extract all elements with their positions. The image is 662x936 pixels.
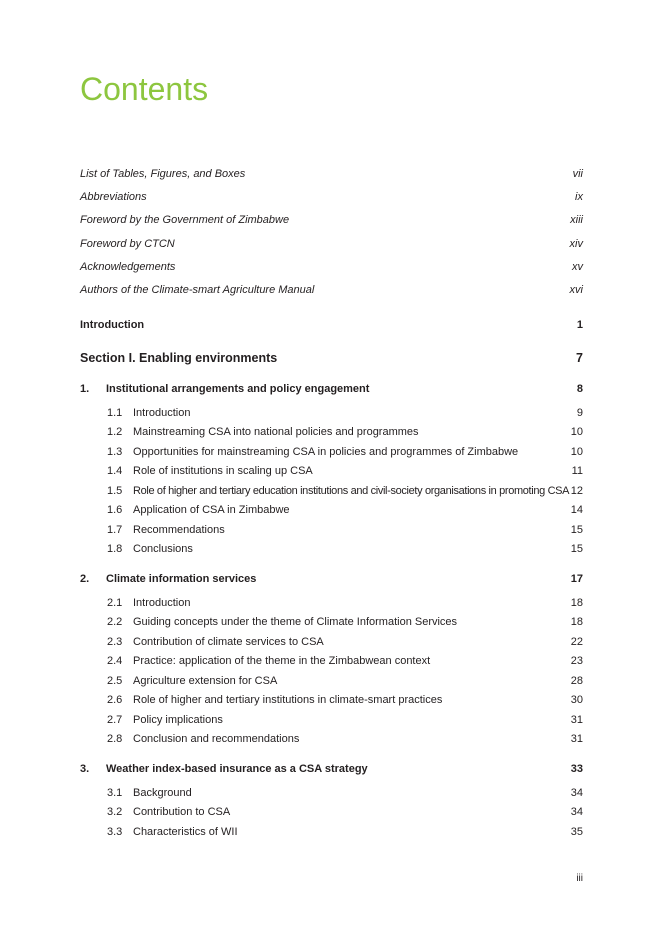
- toc-chapter-label: Weather index-based insurance as a CSA strategy: [106, 763, 368, 775]
- toc-subentry-3-2[interactable]: [80, 803, 583, 821]
- toc-entry-label: Foreword by the Government of Zimbabwe: [80, 214, 290, 226]
- toc-subentry-number: 2.8: [107, 733, 123, 745]
- toc-entry-introduction[interactable]: [80, 316, 583, 334]
- toc-subentry-number: 2.4: [107, 655, 123, 667]
- toc-subentry-page: 31: [570, 714, 583, 726]
- toc-subentry-1-1[interactable]: [80, 404, 583, 422]
- toc-entry-label: Introduction: [80, 319, 145, 331]
- toc-subentry-label: Conclusion and recommendations: [133, 733, 300, 745]
- toc-subentry-page: 35: [570, 826, 583, 838]
- toc-subentry-number: 1.4: [107, 465, 123, 477]
- toc-subentry-number: 3.2: [107, 806, 123, 818]
- toc-subentry-label: Practice: application of the theme in the Zimbabwean context: [133, 655, 431, 667]
- toc-subentry-3-3[interactable]: [80, 823, 583, 841]
- toc-subentry-number: 1.3: [107, 446, 123, 458]
- toc-entry-label: Acknowledgements: [80, 261, 176, 273]
- toc-entry-page: ix: [575, 191, 583, 203]
- toc-subentry-label: Role of higher and tertiary institutions in climate-smart practices: [133, 694, 443, 706]
- toc-entry-label: Abbreviations: [80, 191, 147, 203]
- toc-subentry-label: Role of higher and tertiary education institutions and civil-society organisations in promoting CSA: [133, 485, 570, 497]
- toc-chapter-3[interactable]: [80, 760, 583, 778]
- toc-subentry-page: 34: [570, 806, 583, 818]
- toc-subentry-2-3[interactable]: [80, 633, 583, 651]
- page-number: iii: [576, 873, 583, 884]
- toc-subentry-1-6[interactable]: [80, 501, 583, 519]
- toc-entry-authors[interactable]: [80, 281, 583, 299]
- toc-subentry-page: 10: [570, 426, 583, 438]
- toc-entry-abbreviations[interactable]: [80, 188, 583, 206]
- toc-subentry-label: Contribution of climate services to CSA: [133, 636, 324, 648]
- toc-subentry-2-5[interactable]: [80, 672, 583, 690]
- toc-entry-page: vii: [572, 168, 583, 180]
- toc-subentry-number: 2.5: [107, 675, 123, 687]
- toc-subentry-label: Policy implications: [133, 714, 223, 726]
- toc-entry-page: xv: [572, 261, 583, 273]
- toc-section-label: Section I. Enabling environments: [80, 351, 278, 365]
- toc-subentry-page: 10: [570, 446, 583, 458]
- toc-subentry-number: 1.7: [107, 524, 123, 536]
- toc-subentry-page: 18: [570, 616, 583, 628]
- toc-entry-label: Foreword by CTCN: [80, 238, 175, 250]
- toc-entry-list-of-tables[interactable]: [80, 165, 583, 183]
- toc-subentry-1-8[interactable]: [80, 540, 583, 558]
- toc-subentry-2-6[interactable]: [80, 691, 583, 709]
- toc-subentry-page: 14: [570, 504, 583, 516]
- toc-subentry-label: Characteristics of WII: [133, 826, 238, 838]
- toc-subentry-1-2[interactable]: [80, 423, 583, 441]
- toc-subentry-label: Conclusions: [133, 543, 193, 555]
- toc-subentry-label: Application of CSA in Zimbabwe: [133, 504, 290, 516]
- toc-subentry-2-4[interactable]: [80, 652, 583, 670]
- page-title: Contents: [80, 71, 209, 107]
- toc-subentry-number: 1.1: [107, 407, 123, 419]
- toc-subentry-number: 2.2: [107, 616, 123, 628]
- toc-subentry-page: 23: [570, 655, 583, 667]
- toc-subentry-number: 1.2: [107, 426, 123, 438]
- toc-subentry-number: 1.6: [107, 504, 123, 516]
- toc-subentry-label: Background: [133, 787, 192, 799]
- toc-entry-foreword-government[interactable]: [80, 211, 583, 229]
- toc-subentry-number: 1.8: [107, 543, 123, 555]
- toc-chapter-2[interactable]: [80, 570, 583, 588]
- toc-chapter-number: 3.: [80, 763, 90, 775]
- toc-section-heading[interactable]: [80, 349, 583, 367]
- toc-subentry-page: 30: [570, 694, 583, 706]
- toc-subentry-2-2[interactable]: [80, 613, 583, 631]
- toc-subentry-3-1[interactable]: [80, 784, 583, 802]
- toc-subentry-label: Opportunities for mainstreaming CSA in policies and programmes of Zimbabwe: [133, 446, 519, 458]
- toc-subentry-1-3[interactable]: [80, 443, 583, 461]
- toc-subentry-page: 34: [570, 787, 583, 799]
- toc-chapter-1[interactable]: [80, 380, 583, 398]
- toc-subentry-page: 22: [570, 636, 583, 648]
- toc-subentry-number: 2.6: [107, 694, 123, 706]
- toc-subentry-label: Mainstreaming CSA into national policies and programmes: [133, 426, 419, 438]
- toc-entry-page: xiv: [569, 238, 583, 250]
- toc-subentry-2-1[interactable]: [80, 594, 583, 612]
- toc-subentry-label: Agriculture extension for CSA: [133, 675, 278, 687]
- toc-subentry-label: Role of institutions in scaling up CSA: [133, 465, 313, 477]
- toc-chapter-number: 2.: [80, 573, 90, 585]
- toc-subentry-number: 2.7: [107, 714, 123, 726]
- toc-subentry-page: 15: [570, 543, 583, 555]
- toc-entry-acknowledgements[interactable]: [80, 258, 583, 276]
- toc-subentry-page: 31: [570, 733, 583, 745]
- toc-subentry-page: 11: [571, 465, 583, 477]
- toc-subentry-page: 18: [570, 597, 583, 609]
- toc-subentry-page: 9: [576, 407, 583, 419]
- toc-section-page: 7: [576, 351, 583, 365]
- toc-chapter-number: 1.: [80, 383, 90, 395]
- toc-subentry-1-4[interactable]: [80, 462, 583, 480]
- toc-subentry-label: Contribution to CSA: [133, 806, 231, 818]
- toc-subentry-1-7[interactable]: [80, 521, 583, 539]
- toc-subentry-page: 12: [570, 485, 583, 497]
- toc-subentry-number: 1.5: [107, 485, 123, 497]
- toc-subentry-2-8[interactable]: [80, 730, 583, 748]
- toc-chapter-label: Climate information services: [106, 573, 257, 585]
- toc-entry-page: xiii: [570, 214, 583, 226]
- toc-subentry-label: Guiding concepts under the theme of Climate Information Services: [133, 616, 458, 628]
- toc-subentry-2-7[interactable]: [80, 711, 583, 729]
- toc-subentry-number: 2.3: [107, 636, 123, 648]
- toc-subentry-label: Recommendations: [133, 524, 225, 536]
- toc-chapter-page: 33: [570, 763, 583, 775]
- toc-entry-label: Authors of the Climate-smart Agriculture Manual: [80, 284, 315, 296]
- toc-chapter-page: 8: [576, 383, 583, 395]
- toc-subentry-label: Introduction: [133, 597, 191, 609]
- toc-subentry-number: 3.1: [107, 787, 123, 799]
- toc-subentry-label: Introduction: [133, 407, 191, 419]
- toc-subentry-number: 3.3: [107, 826, 123, 838]
- toc-chapter-label: Institutional arrangements and policy engagement: [106, 383, 370, 395]
- toc-entry-page: 1: [576, 319, 583, 331]
- toc-entry-label: List of Tables, Figures, and Boxes: [80, 168, 246, 180]
- toc-subentry-page: 28: [570, 675, 583, 687]
- toc-subentry-page: 15: [570, 524, 583, 536]
- toc-entry-foreword-ctcn[interactable]: [80, 235, 583, 253]
- toc-subentry-number: 2.1: [107, 597, 123, 609]
- toc-entry-page: xvi: [569, 284, 583, 296]
- toc-subentry-1-5[interactable]: [80, 482, 583, 500]
- toc-chapter-page: 17: [570, 573, 583, 585]
